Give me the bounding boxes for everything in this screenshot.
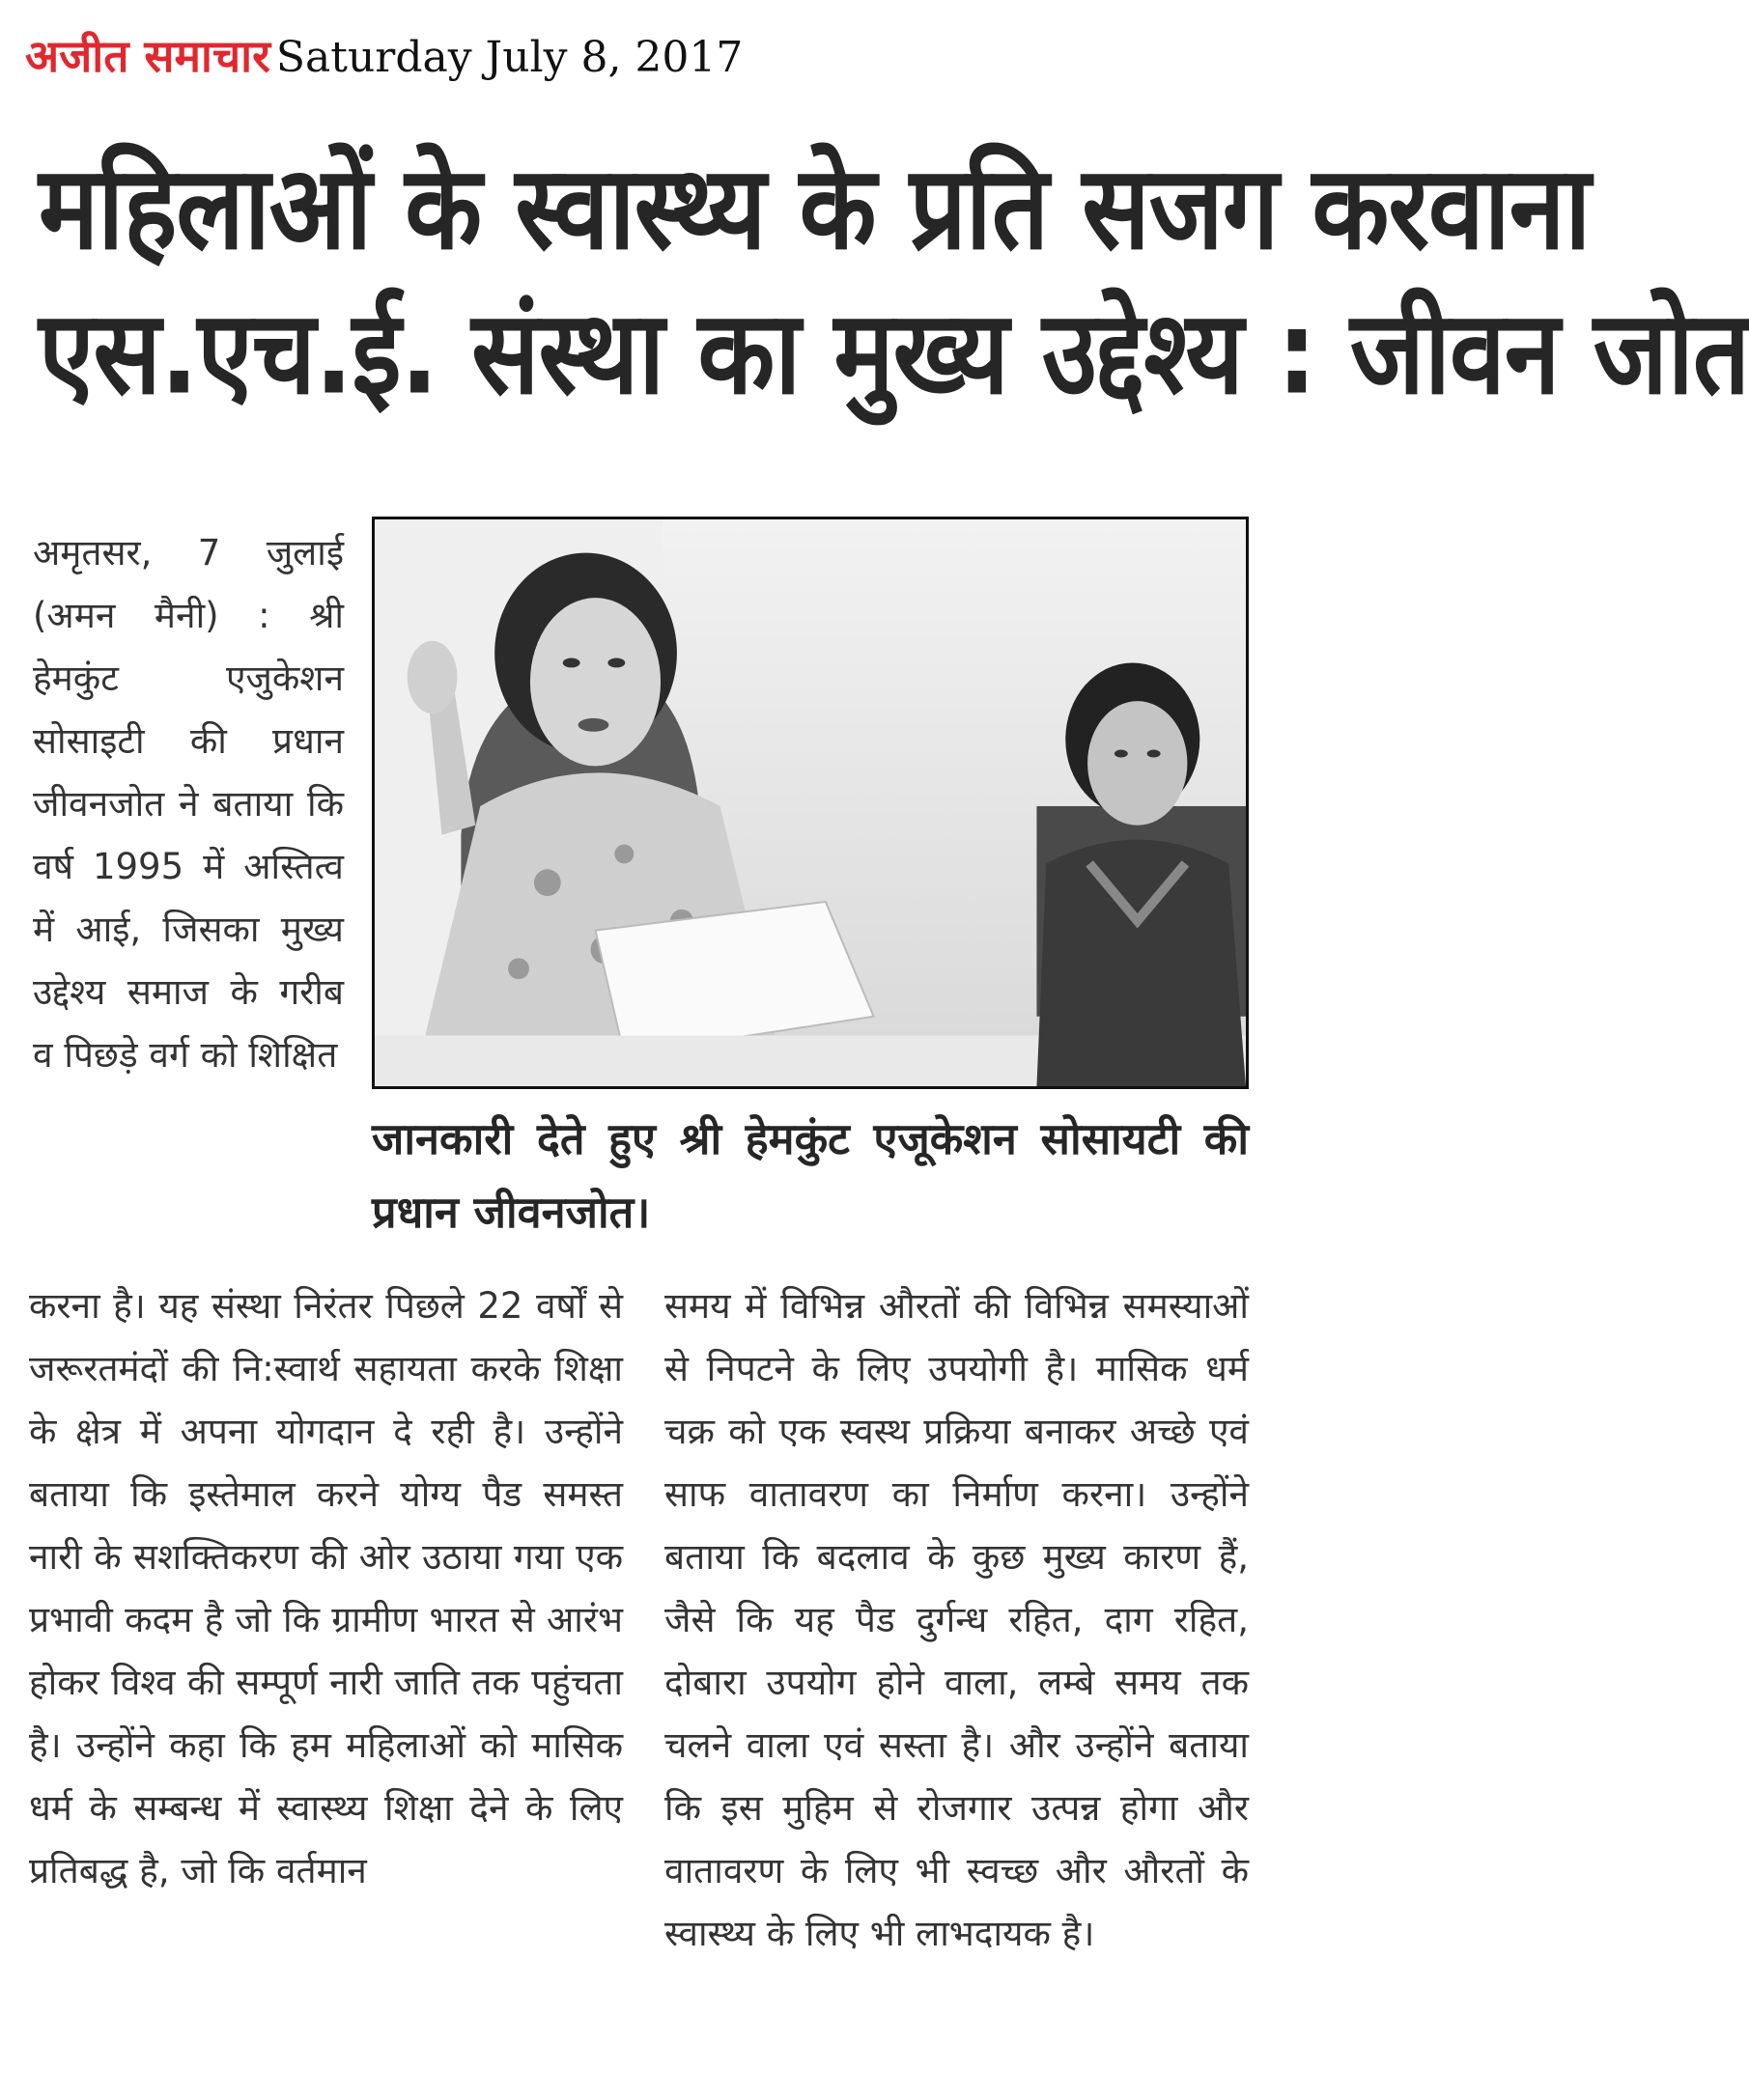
- photo-caption: जानकारी देते हुए श्री हेमकुंट एजूकेशन सोसायटी की प्रधान जीवनजोत।: [372, 1113, 1249, 1238]
- newspaper-name: अजीत समाचार: [25, 30, 270, 82]
- article-lead: अमृतसर, 7 जुलाई (अमन मैनी) : श्री हेमकुंट एजुकेशन सोसाइटी की प्रधान जीवनजोत ने बताया कि वर्ष 1995 में अस्तित्व में आई, जिसका मुख्य उद्देश्य समाज के गरीब व पिछड़े वर्ग को शिक्षित: [33, 532, 344, 1076]
- news-photo: [372, 517, 1249, 1089]
- article-body-right: समय में विभिन्न औरतों की विभिन्न समस्याओं से निपटने के लिए उपयोगी है। मासिक धर्म चक्र को एक स्वस्थ प्रक्रिया बनाकर अच्छे एवं साफ वातावरण का निर्माण करना। उन्होंने बताया कि बदलाव के कुछ मुख्य कारण हैं, जैसे कि यह पैड दुर्गन्ध रहित, दाग रहित, दोबारा उपयोग होने वाला, लम्बे समय तक चलने वाला एवं सस्ता है। और उन्होंने बताया कि इस मुहिम से रोजगार उत्पन्न होगा और वातावरण के लिए भी स्वच्छ और औरतों के स्वास्थ्य के लिए भी लाभदायक है।: [664, 1285, 1249, 1954]
- headline-line-2: एस.एच.ई. संस्था का मुख्य उद्देश्य : जीवन जोत: [39, 284, 1749, 421]
- masthead: [25, 25, 743, 93]
- publication-date: Saturday July 8, 2017: [275, 33, 744, 82]
- photo-illustration: [375, 519, 1246, 1086]
- article-body-left: करना है। यह संस्था निरंतर पिछले 22 वर्षों से जरूरतमंदों की नि:स्वार्थ सहायता करके शिक्षा के क्षेत्र में अपना योगदान दे रही है। उन्होंने बताया कि इस्तेमाल करने योग्य पैड समस्त नारी के सशक्तिकरण की ओर उठाया गया एक प्रभावी कदम है जो कि ग्रामीण भारत से आरंभ होकर विश्व की सम्पूर्ण नारी जाति तक पहुंचता है। उन्होंने कहा कि हम महिलाओं को मासिक धर्म के सम्बन्ध में स्वास्थ्य शिक्षा देने के लिए प्रतिबद्ध है, जो कि वर्तमान: [29, 1285, 623, 1891]
- headline-line-1: महिलाओं के स्वास्थ्य के प्रति सजग करवाना: [39, 139, 1591, 276]
